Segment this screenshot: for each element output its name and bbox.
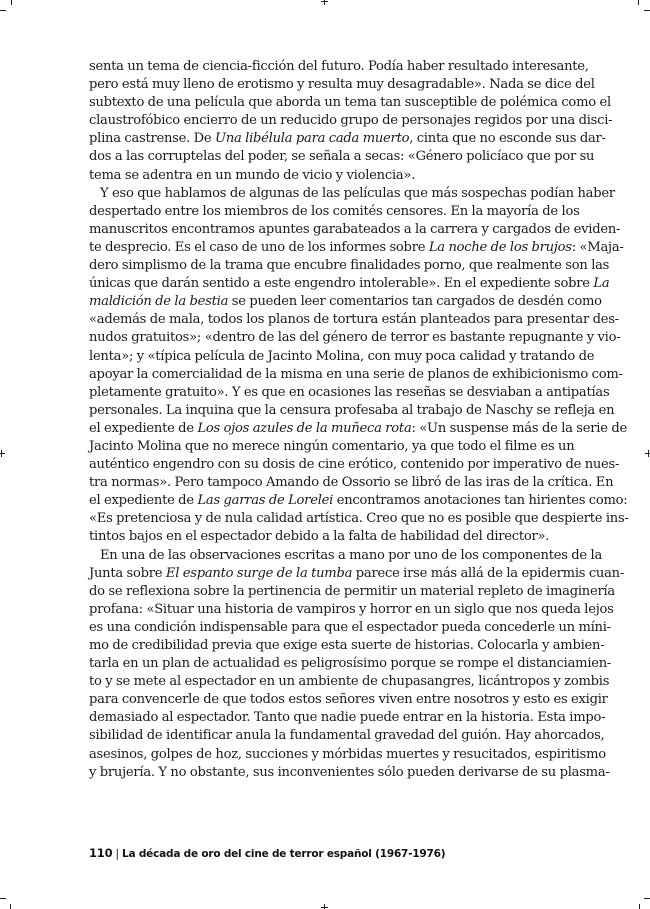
text-line <box>89 148 595 166</box>
text-line <box>89 601 614 619</box>
text-run: únicas que darán sentido a este engendro intolerable». En el expediente sobre <box>89 276 594 292</box>
text-run: tra normas». Pero tampoco Amando de Ossorio se libró de las iras de la crítica. En <box>89 475 614 491</box>
text-run: Junta sobre <box>89 565 166 581</box>
text-line <box>89 130 606 148</box>
film-title-italic: La <box>593 276 610 292</box>
registration-mark-left-v <box>1 450 2 457</box>
text-line <box>89 58 589 76</box>
film-title-italic: El espanto surge de la tumba <box>165 565 353 581</box>
text-line <box>89 167 562 185</box>
text-run: : «Maja- <box>571 239 624 255</box>
text-line <box>89 764 610 782</box>
text-run: y brujería. Y no obstante, sus inconvenientes sólo pueden derivarse de su plasma- <box>89 764 610 780</box>
text-run: parece irse más allá de la epidermis cuan- <box>352 565 625 581</box>
text-line <box>89 528 562 546</box>
text-line <box>89 492 628 510</box>
text-run: tintos bajos en el espectador debido a la falta de habilidad del director». <box>89 529 550 545</box>
text-line <box>89 275 610 293</box>
text-line <box>89 311 619 329</box>
text-run: profana: «Situar una historia de vampiros y horror en un siglo que nos queda lejos <box>89 601 614 617</box>
text-run: sibilidad de identificar anula la fundamental gravedad del guión. Hay ahorcados, <box>89 728 605 744</box>
text-run: el expediente de <box>89 493 198 509</box>
page-number: 110 <box>89 846 113 860</box>
text-line <box>89 76 595 94</box>
text-line <box>89 746 606 764</box>
text-line <box>89 510 629 528</box>
text-run: auténtico engendro con su dosis de cine erótico, contenido por imperativo de nues- <box>89 457 620 473</box>
text-line <box>89 583 615 601</box>
film-title-italic: Los ojos azules de la muñeca rota <box>197 420 412 436</box>
text-line <box>89 329 621 347</box>
registration-mark-bottom-h <box>321 907 328 908</box>
running-title: La década de oro del cine de terror español (1967-1976) <box>122 848 446 860</box>
text-line <box>89 293 602 311</box>
text-run: se pueden leer comentarios tan cargados de desdén como <box>228 294 602 310</box>
text-line <box>89 366 623 384</box>
text-line <box>89 547 603 565</box>
text-line <box>89 420 627 438</box>
crop-mark-bottom-left-v <box>10 904 11 909</box>
text-line <box>89 673 610 691</box>
text-line <box>89 438 575 456</box>
text-run: pletamente gratuito». Y es que en ocasiones las reseñas se desviaban a antipatías <box>89 384 610 400</box>
film-title-italic: Las garras de Lorelei <box>197 493 334 509</box>
text-run: senta un tema de ciencia-ficción del futuro. Podía haber resultado interesante, <box>89 59 589 74</box>
footer-separator: | <box>112 848 123 860</box>
text-run: te desprecio. Es el caso de uno de los informes sobre <box>89 239 429 255</box>
text-run: tema se adentra en un mundo de vicio y violencia». <box>89 167 416 183</box>
crop-mark-top-left-h <box>0 10 6 11</box>
text-run: En una de las observaciones escritas a mano por uno de los componentes de la <box>100 547 603 563</box>
text-line <box>89 727 605 745</box>
text-line <box>89 112 613 130</box>
film-title-italic: maldición de la bestia <box>89 294 229 310</box>
text-line <box>89 655 612 673</box>
crop-mark-bottom-left-h <box>0 898 6 899</box>
text-run: dero simplismo de la trama que encubre finalidades porno, que realmente son las <box>89 258 610 274</box>
text-line <box>89 185 615 203</box>
text-run: encontramos anotaciones tan hirientes como: <box>333 493 628 509</box>
text-line <box>89 456 620 474</box>
text-run: despertado entre los miembros de los comités censores. En la mayoría de los <box>89 203 580 219</box>
text-run: tarla en un plan de actualidad es peligrosísimo porque se rompe el distanciamien- <box>89 656 612 672</box>
text-line <box>89 709 606 727</box>
text-line <box>89 221 621 239</box>
text-run: manuscritos encontramos apuntes garabateados a la carrera y cargados de eviden- <box>89 221 621 237</box>
crop-mark-top-right-h <box>644 10 650 11</box>
crop-mark-top-right-v <box>638 0 639 5</box>
text-line <box>89 348 595 366</box>
text-run: el expediente de <box>89 420 198 436</box>
text-run: apoyar la comercialidad de la misma en una serie de planos de exhibicionismo com- <box>89 366 623 382</box>
text-run: Y eso que hablamos de algunas de las películas que más sospechas podían haber <box>100 185 615 201</box>
text-run: : «Un suspense más de la serie de <box>411 420 627 436</box>
text-line <box>89 203 580 221</box>
text-run: personales. La inquina que la censura profesaba al trabajo de Naschy se refleja en <box>89 402 615 418</box>
text-run: nudos gratuitos»; «dentro de las del género de terror es bastante repugnante y vio- <box>89 330 621 346</box>
text-run: «Es pretenciosa y de nula calidad artística. Creo que no es posible que despierte ins- <box>89 511 629 527</box>
crop-mark-bottom-right-h <box>644 898 650 899</box>
registration-mark-right-v <box>648 450 649 457</box>
page-footer <box>89 846 445 860</box>
text-run: pero está muy lleno de erotismo y resulta muy desagradable». Nada se dice del <box>89 77 595 93</box>
text-line <box>89 257 610 275</box>
text-run: es una condición indispensable para que el espectador pueda concederle un míni- <box>89 619 611 635</box>
crop-mark-top-left-v <box>11 0 12 5</box>
film-title-italic: Una libélula para cada muerto <box>215 131 410 147</box>
text-run: para convencerle de que todos estos señores viven entre nosotros y esto es exigir <box>89 692 608 708</box>
text-run: asesinos, golpes de hoz, succiones y mórbidas muertes y resucitados, espiritismo <box>89 746 606 762</box>
registration-mark-top-h <box>321 1 328 2</box>
text-line <box>89 474 614 492</box>
text-line <box>89 94 611 112</box>
text-line <box>89 239 624 257</box>
text-line <box>89 637 605 655</box>
text-run: to y se mete al espectador en un ambiente de chupasangres, licántropos y zombis <box>89 674 610 690</box>
text-run: lenta»; y «típica película de Jacinto Molina, con muy poca calidad y tratando de <box>89 348 595 364</box>
text-run: «además de mala, todos los planos de tortura están planteados para presentar des- <box>89 312 619 328</box>
text-line <box>89 402 615 420</box>
text-run: mo de credibilidad previa que exige esta suerte de historias. Colocarla y ambien- <box>89 638 605 653</box>
text-line <box>89 565 625 583</box>
text-line <box>89 384 610 402</box>
text-line <box>89 619 611 637</box>
crop-mark-bottom-right-v <box>639 904 640 909</box>
text-run: , cinta que no esconde sus dar- <box>409 131 606 147</box>
text-run: subtexto de una película que aborda un tema tan susceptible de polémica como el <box>89 95 611 111</box>
text-run: dos a las corruptelas del poder, se señala a secas: «Género policíaco que por su <box>89 149 595 165</box>
text-run: claustrofóbico encierro de un reducido grupo de personajes regidos por una disci- <box>89 113 613 129</box>
text-run: plina castrense. De <box>89 131 216 147</box>
body-text <box>89 58 629 782</box>
text-run: demasiado al espectador. Tanto que nadie puede entrar en la historia. Esta impo- <box>89 710 606 726</box>
text-run: Jacinto Molina que no merece ningún comentario, ya que todo el filme es un <box>89 438 575 454</box>
text-line <box>89 691 608 709</box>
text-run: do se reflexiona sobre la pertinencia de permitir un material repleto de imaginería <box>89 583 615 599</box>
film-title-italic: La noche de los brujos <box>428 239 572 255</box>
